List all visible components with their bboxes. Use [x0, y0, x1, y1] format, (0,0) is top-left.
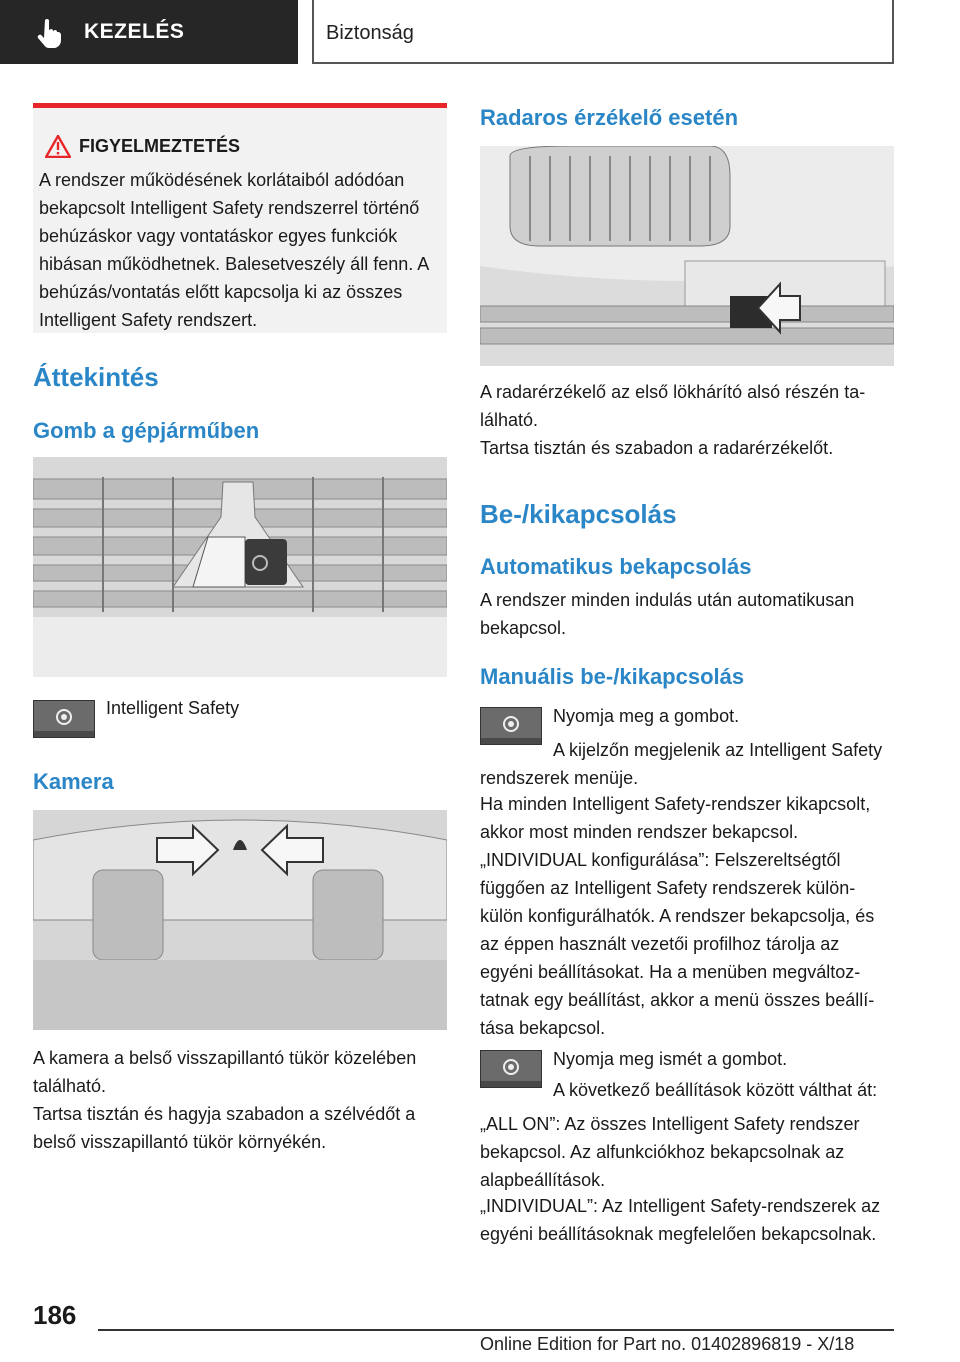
camera-heading: Kamera [33, 769, 114, 794]
button-heading: Gomb a gépjárműben [33, 418, 260, 443]
warning-triangle-icon [45, 135, 71, 158]
footer-divider [98, 1329, 894, 1331]
section-label: KEZELÉS [84, 20, 185, 43]
hand-pointer-icon [36, 18, 64, 48]
manual-heading: Manuális be-/kikapcsolás [480, 664, 745, 689]
warning-title: FIGYELMEZTETÉS [79, 136, 241, 156]
camera-text-1: A kamera a belső visszapillantó tükör közelében található. [33, 1048, 417, 1096]
page-number: 186 [33, 1300, 77, 1330]
radar-text-2: Tartsa tisztán és szabadon a radarérzékelőt. [480, 438, 834, 458]
auto-text: A rendszer minden indulás után automatikusan bekapcsol. [480, 590, 855, 638]
step-2: Nyomja meg ismét a gombot. [553, 1049, 788, 1069]
para-3: „ALL ON”: Az összes Intelligent Safety rendszer bekapcsol. Az alfunkciókhoz bekapcsolnak az alapbeállítások. [480, 1114, 860, 1190]
onoff-heading: Be-/kikapcsolás [480, 499, 677, 529]
overview-heading: Áttekintés [33, 362, 159, 392]
edition-text: Online Edition for Part no. 01402896819 - X/18 [480, 1334, 855, 1354]
camera-image [33, 810, 447, 1030]
button-caption: Intelligent Safety [106, 698, 240, 718]
para-4: „INDIVIDUAL”: Az Intelligent Safety-rendszerek az egyéni beállításoknak megfelelően bekapcsolnak. [480, 1196, 881, 1244]
section-tab [0, 0, 298, 64]
topic-header [312, 0, 894, 64]
para-1: Ha minden Intelligent Safety-rendszer kikapcsolt, akkor most minden rendszer bekapcsol. [480, 794, 871, 842]
radar-image [480, 146, 894, 366]
step-2b: A következő beállítások között válthat át: [553, 1080, 878, 1100]
step-1b: A kijelzőn megjelenik az Intelligent Safety rendszerek menüje. [480, 740, 883, 788]
button-in-car-image [33, 457, 447, 677]
auto-heading: Automatikus bekapcsolás [480, 554, 752, 579]
step-1: Nyomja meg a gombot. [553, 706, 740, 726]
warning-box [33, 103, 447, 333]
intelligent-safety-button-icon [33, 700, 95, 738]
radar-text-1: A radarérzékelő az első lökhárító alsó részén található. [480, 382, 866, 430]
topic-label: Biztonság [326, 22, 414, 44]
radar-heading: Radaros érzékelő esetén [480, 105, 739, 130]
camera-text-2: Tartsa tisztán és hagyja szabadon a szélvédőt a belső visszapillantó tükör környékén. [33, 1104, 416, 1152]
intelligent-safety-button-icon [480, 1050, 542, 1088]
warning-text: A rendszer működésének korlátaiból adódóan bekapcsolt Intelligent Safety rendszerrel történő behúzáskor vagy vontatáskor egyes funkciók hibásan működhetnek. Balesetveszély áll fenn. A behúzás/vontatás előtt kapcsolja ki az összes Intelligent Safety rendszert. [39, 170, 429, 330]
para-2: „INDIVIDUAL konfigurálása”: Felszereltségtől függően az Intelligent Safety rendszerek külön-külön konfigurálhatók. A rendszer bekapcsolja, és az éppen használt vezetői profilhoz tárolja az egyéni beállításokat. Ha a menüben megváltoztatnak egy beállítást, akkor a menü összes beállítása bekapcsol. [480, 850, 875, 1038]
